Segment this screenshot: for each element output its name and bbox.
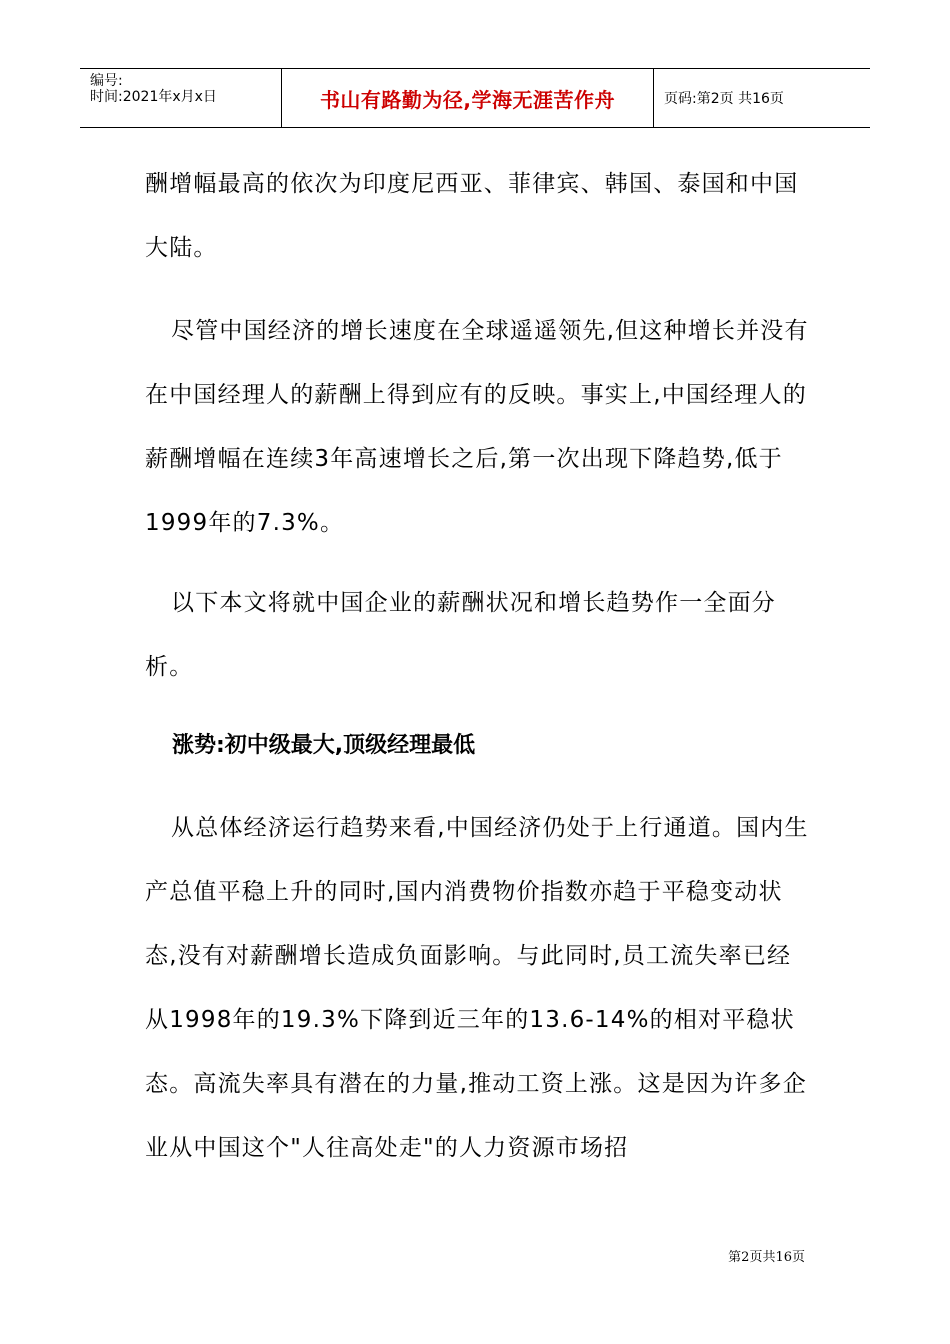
header-meta-cell <box>80 69 282 127</box>
document-date-label: 时间:2021年x月x日 <box>90 89 217 105</box>
header-motto: 书山有路勤为径,学海无涯苦作舟 <box>319 87 616 112</box>
header-page-code: 页码:第2页 共16页 <box>664 91 784 107</box>
header-motto-cell <box>282 69 654 127</box>
paragraph-3: 以下本文将就中国企业的薪酬状况和增长趋势作一全面分析。 <box>145 590 776 680</box>
page-header <box>80 68 870 128</box>
document-number-label: 编号: <box>90 73 123 89</box>
section-heading: 涨势:初中级最大,顶级经理最低 <box>172 733 476 758</box>
header-page-cell <box>654 69 870 127</box>
paragraph-4: 从总体经济运行趋势来看,中国经济仍处于上行通道。国内生产总值平稳上升的同时,国内消费物价指数亦趋于平稳变动状态,没有对薪酬增长造成负面影响。与此同时,员工流失率已经从1998年的19.3%下降到近三年的13.6-14%的相对平稳状态。高流失率具有潜在的力量,推动工资上涨。这是因为许多企业从中国这个"人往高处走"的人力资源市场招 <box>145 815 809 1161</box>
paragraph-1: 酬增幅最高的依次为印度尼西亚、菲律宾、韩国、泰国和中国大陆。 <box>145 171 799 261</box>
paragraph-2: 尽管中国经济的增长速度在全球遥遥领先,但这种增长并没有在中国经理人的薪酬上得到应有的反映。事实上,中国经理人的薪酬增幅在连续3年高速增长之后,第一次出现下降趋势,低于1999年的7.3%。 <box>145 318 809 536</box>
page-footer: 第2页共16页 <box>728 1250 805 1265</box>
